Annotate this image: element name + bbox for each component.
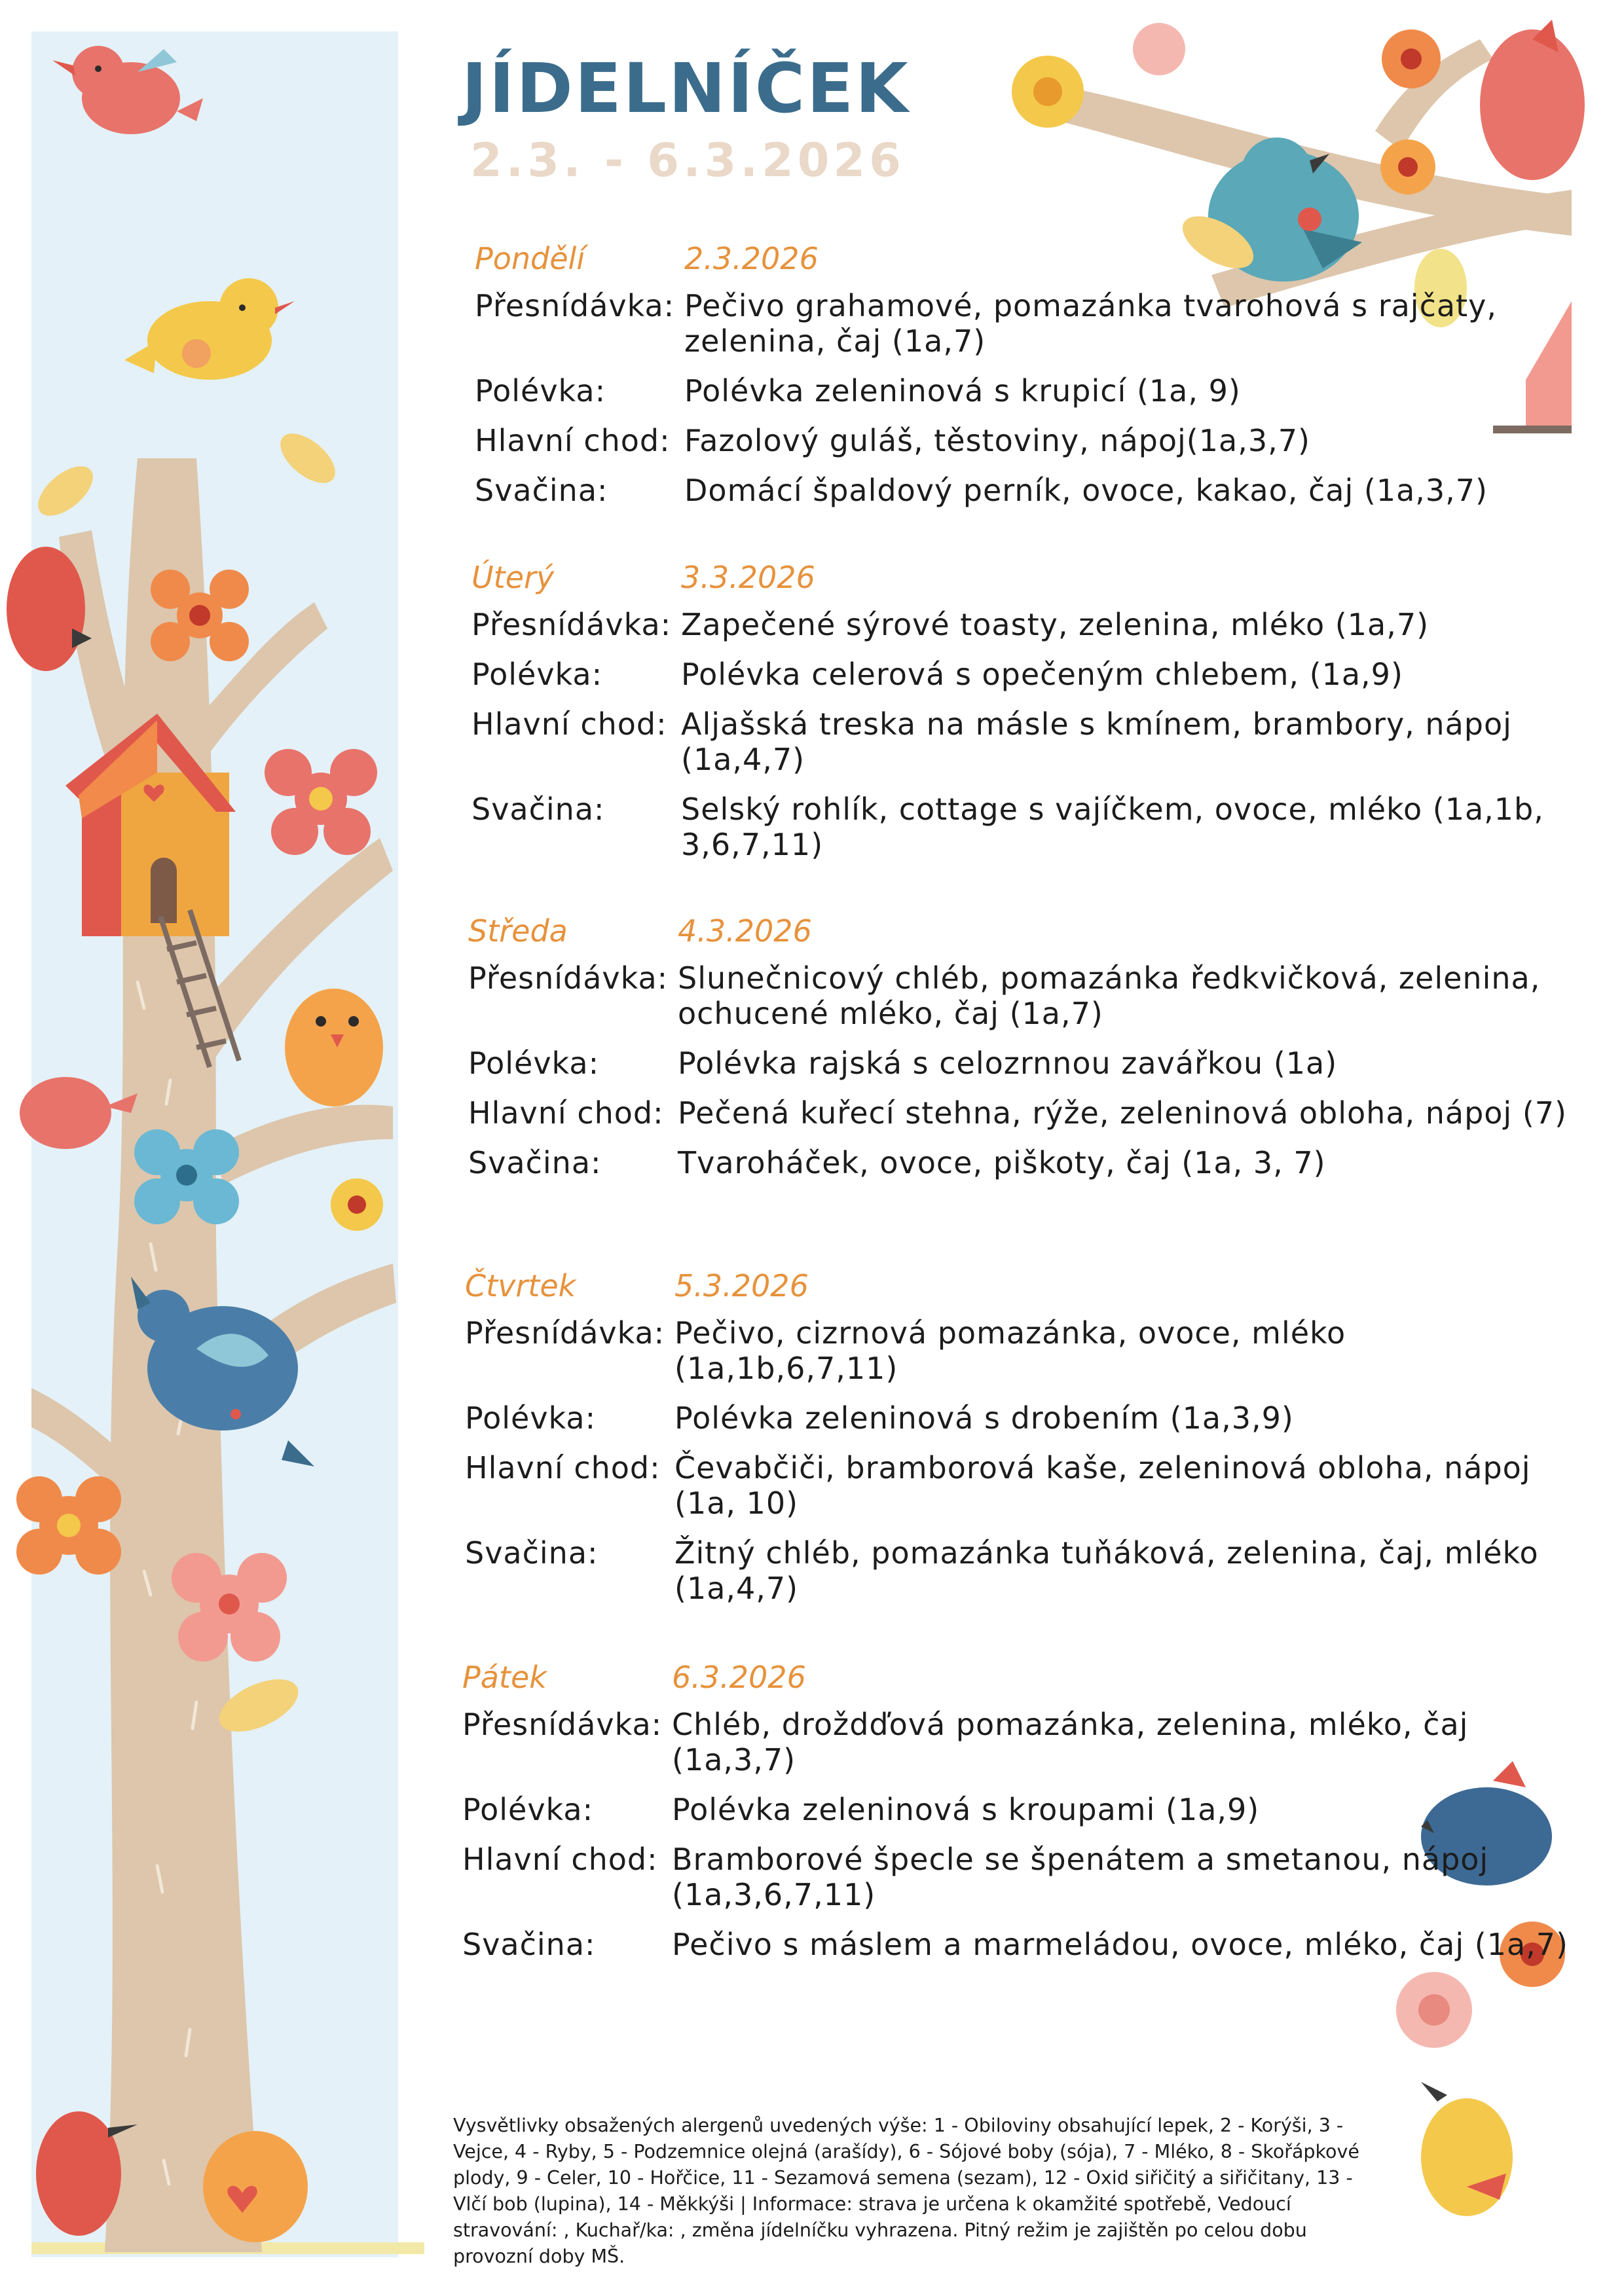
day-date: 3.3.2026 [681,560,815,595]
day-name: Pátek [462,1660,547,1695]
meal-value: Chléb, droždďová pomazánka, zelenina, mléko, čaj (1a,3,7) [672,1707,1469,1777]
day-date: 4.3.2026 [678,913,812,949]
meal-value: Zapečené sýrové toasty, zelenina, mléko (1a,7) [681,607,1430,642]
meal-value: Domácí špaldový perník, ovoce, kakao, čaj (1a,3,7) [684,473,1488,508]
day-name: Čtvrtek [465,1268,576,1303]
meal-value: Polévka rajská s celozrnnou zavářkou (1a) [678,1046,1338,1081]
day-name: Pondělí [475,241,585,276]
meal-value: Polévka zeleninová s kroupami (1a,9) [672,1792,1260,1827]
meal-row-snack-pm [475,473,1588,508]
meal-row-snack-pm [468,1145,1581,1180]
meal-row-main [471,706,1585,777]
yellow-flower-illustration [331,1178,383,1231]
meal-label: Svačina: [462,1927,596,1962]
day-thursday [465,1268,1578,1620]
meal-value: Fazolový guláš, těstoviny, nápoj(1a,3,7) [684,423,1310,458]
day-date: 5.3.2026 [674,1268,809,1303]
day-date: 6.3.2026 [672,1660,806,1695]
meal-value: Pečivo s máslem a marmeládou, ovoce, mléko, čaj (1a,7) [672,1927,1568,1962]
meal-label: Přesnídávka: [468,960,669,996]
meal-row-snack-pm [462,1927,1576,1962]
meal-label: Svačina: [468,1145,602,1180]
meal-row-main [462,1842,1576,1912]
day-wednesday [468,913,1581,1195]
meal-row-main [475,423,1588,458]
day-name: Úterý [471,560,555,595]
meal-label: Přesnídávka: [465,1315,665,1351]
meal-label: Přesnídávka: [462,1707,663,1742]
meal-label: Hlavní chod: [475,423,671,458]
meal-label: Polévka: [468,1046,600,1081]
pink-rose-top-illustration [1133,23,1185,75]
meal-label: Polévka: [465,1400,597,1436]
meal-value: Polévka zeleninová s drobením (1a,3,9) [674,1400,1294,1436]
meal-label: Hlavní chod: [468,1095,664,1131]
meal-row-soup [465,1400,1578,1436]
sunflower-illustration [1012,56,1084,128]
meal-row-soup [468,1046,1581,1081]
meal-value: Selský rohlík, cottage s vajíčkem, ovoce, mléko (1a,1b, 3,6,7,11) [681,792,1544,862]
day-name: Středa [468,913,568,949]
meal-row-soup [462,1792,1576,1827]
meal-label: Hlavní chod: [462,1842,658,1877]
meal-value: Žitný chléb, pomazánka tuňáková, zelenina, čaj, mléko (1a,4,7) [674,1535,1539,1606]
meal-row-snack-am [471,607,1585,642]
meal-row-snack-am [468,960,1581,1031]
meal-value: Polévka celerová s opečeným chlebem, (1a,9) [681,657,1403,692]
allergen-legend: Vysvětlivky obsažených alergenů uvedených výše: 1 - Obiloviny obsahující lepek, 2 - Korýši, 3 - Vejce, 4 - Ryby, 5 - Podzemnice olejná (arašídy), 6 - Sójové boby (sója), 7 - Mléko, 8 - Skořápkové plody, 9 - Celer, 10 - Hořčice, 11 - Sezamová semena (sezam), 12 - Oxid siřičitý a siřičitany, 13 - Vlčí bob (lupina), 14 - Měkkýši | Informace: strava je určena k okamžité spotřebě, Vedoucí stravování: , Kuchař/ka: , změna jídelníčku vyhrazena. Pitný režim je zajištěn po celou dobu provozní doby MŠ. [453,2114,1359,2267]
meal-value: Aljašská treska na másle s kmínem, brambory, nápoj (1a,4,7) [681,706,1512,777]
meal-row-snack-am [462,1707,1576,1777]
owl-illustration [285,989,383,1106]
meal-value: Pečivo, cizrnová pomazánka, ovoce, mléko (1a,1b,6,7,11) [674,1315,1346,1386]
day-tuesday [471,560,1585,877]
day-date: 2.3.2026 [684,241,819,276]
date-range: 2.3. - 6.3.2026 [470,134,905,187]
meal-value: Pečivo grahamové, pomazánka tvarohová s rajčaty, zelenina, čaj (1a,7) [684,288,1497,359]
meal-value: Slunečnicový chléb, pomazánka ředkvičková, zelenina, ochucené mléko, čaj (1a,7) [678,960,1541,1031]
meal-row-soup [471,657,1585,692]
coral-bird-top-illustration [1480,20,1585,180]
meal-label: Přesnídávka: [471,607,672,642]
meal-row-snack-am [475,288,1588,359]
meal-row-soup [475,373,1588,409]
meal-label: Hlavní chod: [465,1450,661,1485]
meal-label: Svačina: [471,792,605,827]
meal-row-main [468,1095,1581,1131]
meal-row-snack-pm [465,1535,1578,1606]
meal-label: Polévka: [462,1792,594,1827]
yellow-bird-right-illustration [1421,2082,1513,2216]
pink-rose-right-illustration [1396,1972,1472,2048]
day-friday [462,1660,1576,1977]
meal-label: Svačina: [475,473,608,508]
meal-label: Svačina: [465,1535,599,1571]
meal-value: Tvaroháček, ovoce, piškoty, čaj (1a, 3, 7) [678,1145,1326,1180]
meal-row-snack-am [465,1315,1578,1386]
meal-label: Polévka: [475,373,606,409]
meal-value: Čevabčiči, bramborová kaše, zeleninová obloha, nápoj (1a, 10) [674,1450,1531,1521]
meal-value: Pečená kuřecí stehna, rýže, zeleninová obloha, nápoj (7) [678,1095,1567,1131]
meal-label: Hlavní chod: [471,706,667,742]
meal-value: Polévka zeleninová s krupicí (1a, 9) [684,373,1241,409]
meal-row-snack-pm [471,792,1585,862]
day-monday [475,241,1588,522]
meal-label: Polévka: [471,657,603,692]
meal-label: Přesnídávka: [475,288,675,323]
page-title: JÍDELNÍČEK [462,48,910,128]
meal-value: Bramborové špecle se špenátem a smetanou, nápoj (1a,3,6,7,11) [672,1842,1489,1912]
meal-row-main [465,1450,1578,1521]
